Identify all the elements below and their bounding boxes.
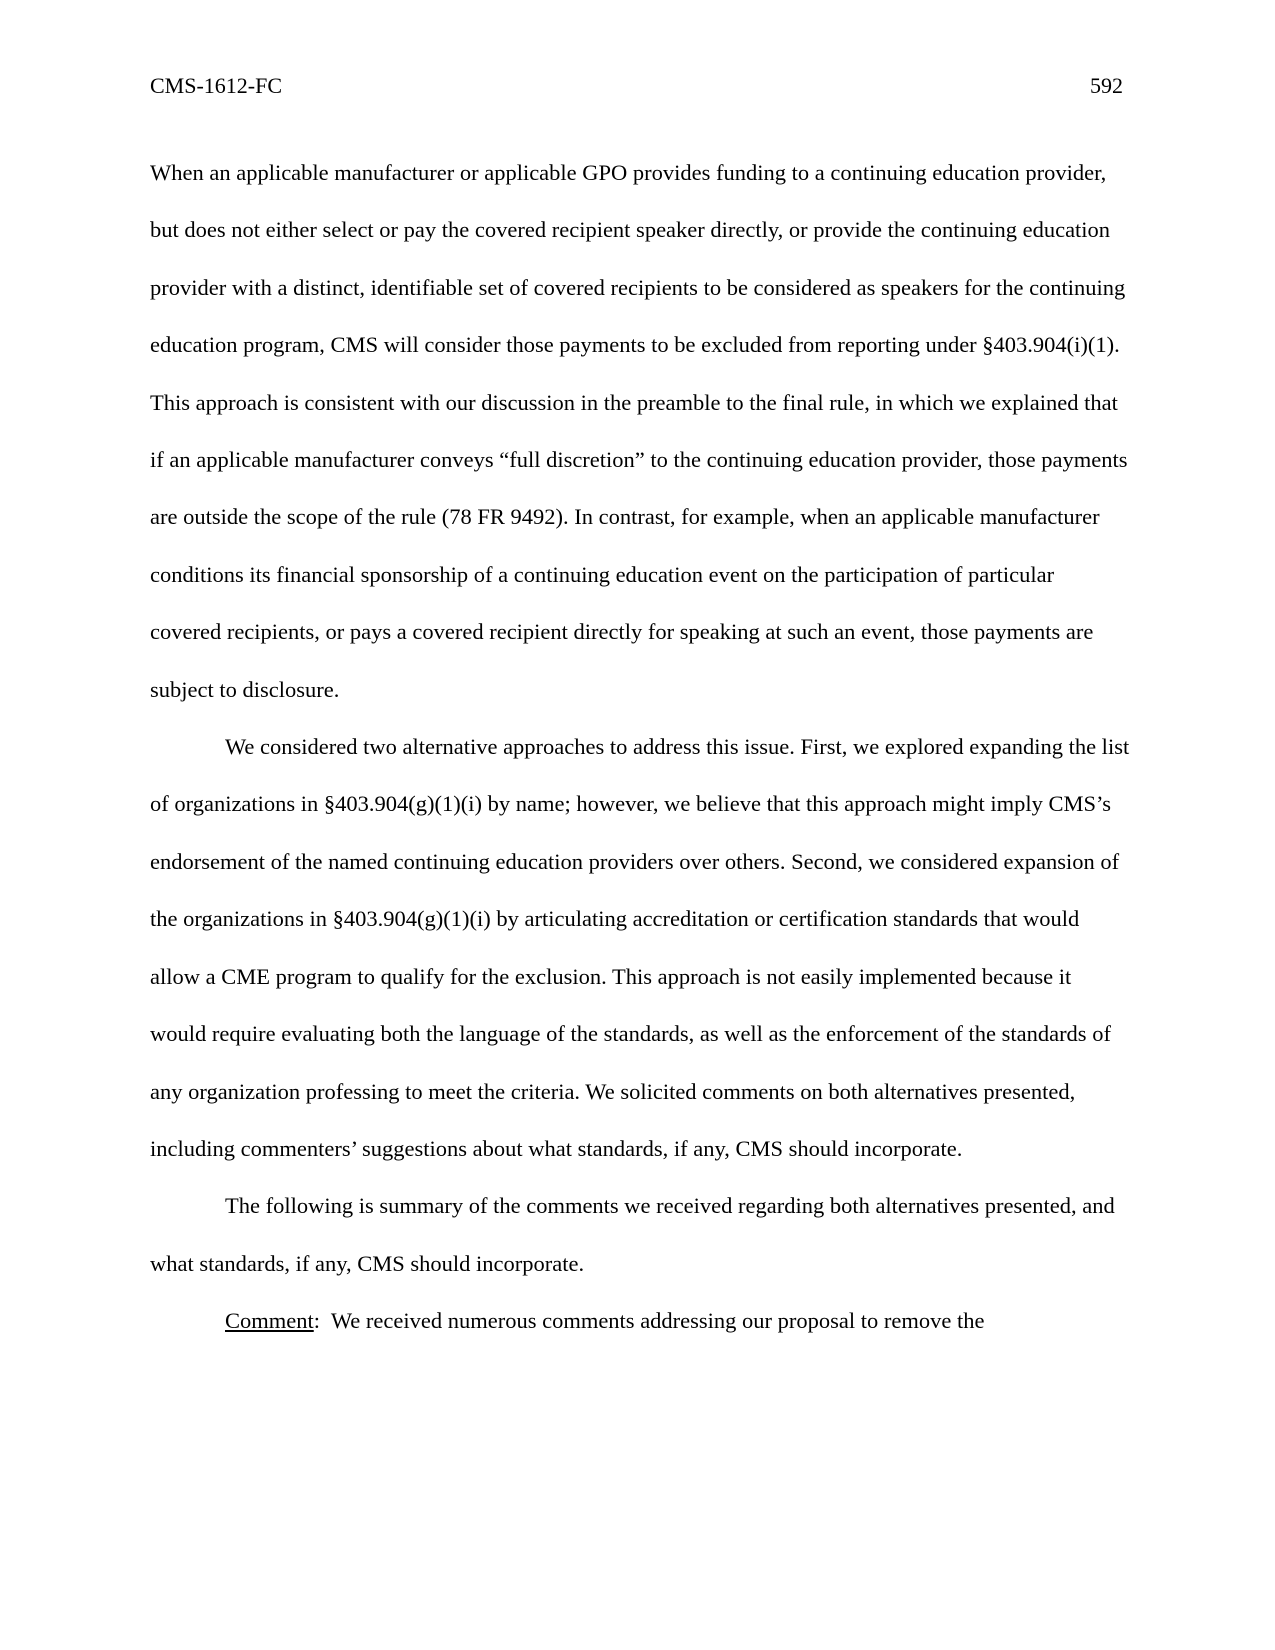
page-number: 592 (1090, 73, 1123, 98)
paragraph-comment (150, 1292, 1130, 1349)
paragraph-comment-summary-intro: The following is summary of the comments we received regarding both alternatives presented, and what standards, if any, CMS should incorporate. (150, 1193, 1115, 1276)
body-text (150, 144, 1130, 1350)
document-id: CMS-1612-FC (150, 73, 283, 98)
comment-label: Comment (225, 1308, 314, 1334)
comment-separator: : (313, 1308, 331, 1334)
paragraph-funding-exclusion: When an applicable manufacturer or applicable GPO provides funding to a continuing education provider, but does not either select or pay the covered recipient speaker directly, or provide the continuing education provider with a distinct, identifiable set of covered recipients to be considered as speakers for the continuing education program, CMS will consider those payments to be excluded from reporting under §403.904(i)(1). This approach is consistent with our discussion in the preamble to the final rule, in which we explained that if an applicable manufacturer conveys “full discretion” to the continuing education provider, those payments are outside the scope of the rule (78 FR 9492). In contrast, for example, when an applicable manufacturer conditions its financial sponsorship of a continuing education event on the participation of particular covered recipients, or pays a covered recipient directly for speaking at such an event, those payments are subject to disclosure. (150, 160, 1128, 702)
comment-text: We received numerous comments addressing our proposal to remove the (330, 1308, 985, 1334)
paragraph-alternative-approaches: We considered two alternative approaches to address this issue. First, we explored expanding the list of organizations in §403.904(g)(1)(i) by name; however, we believe that this approach might imply CMS’s endorsement of the named continuing education providers over others. Second, we considered expansion of the organizations in §403.904(g)(1)(i) by articulating accreditation or certification standards that would allow a CME program to qualify for the exclusion. This approach is not easily implemented because it would require evaluating both the language of the standards, as well as the enforcement of the standards of any organization professing to meet the criteria. We solicited comments on both alternatives presented, including commenters’ suggestions about what standards, if any, CMS should incorporate. (150, 734, 1130, 1161)
